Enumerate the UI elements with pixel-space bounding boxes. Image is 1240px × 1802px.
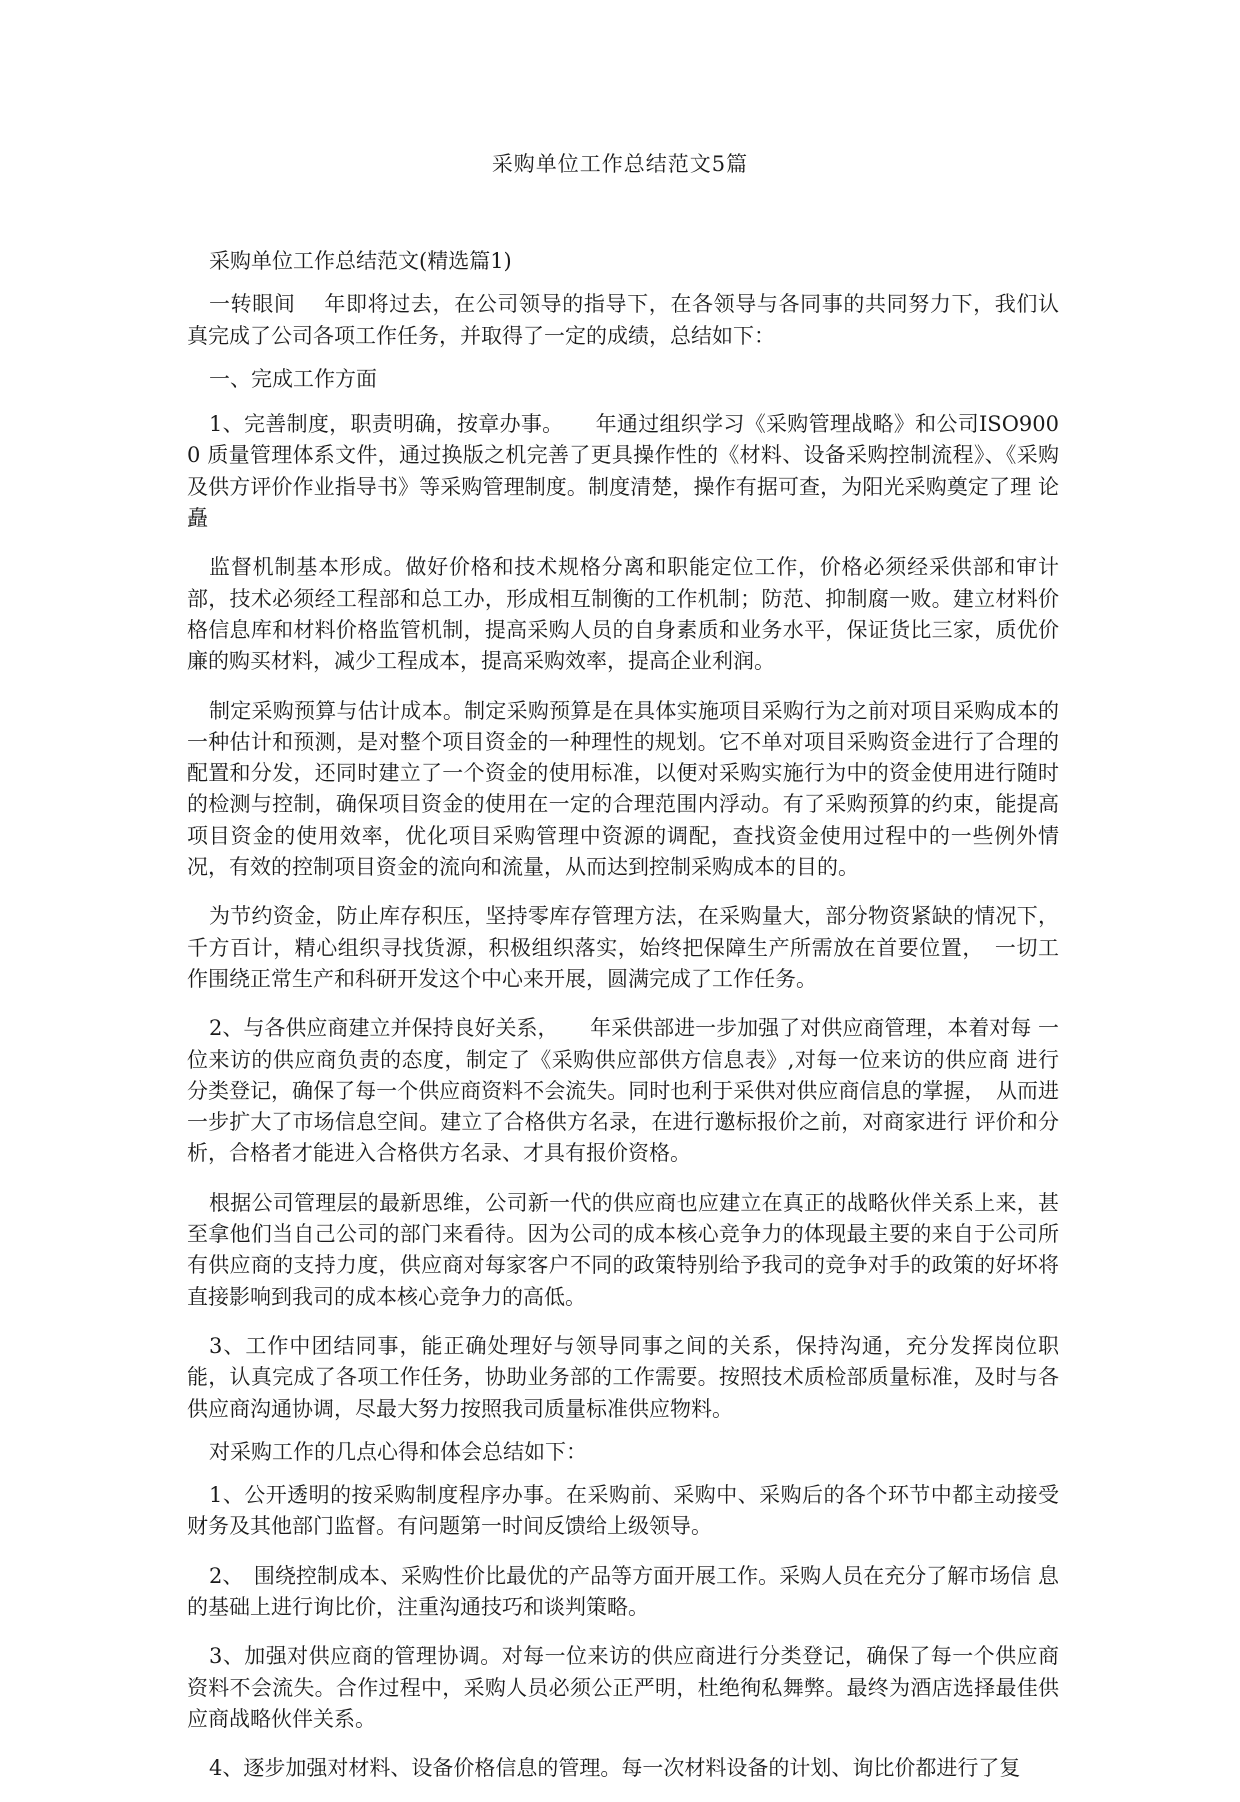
paragraph: 2、与各供应商建立并保持良好关系， 年采供部进一步加强了对供应商管理，本着对每 一位来访的供应商负责的态度，制定了《采购供应部供方信息表》,对每一位来访的供应商 进行分类登记，确保了每一个供应商资料不会流失。同时也利于采供对供应商信息的掌握， 从而进一步扩大了市场信息空间。建立了合格供方名录，在进行邀标报价之前，对商家进行 评价和分析，合格者才能进入合格供方名录、才具有报价资格。: [187, 1016, 1059, 1166]
list-item: 3、加强对供应商的管理协调。对每一位来访的供应商进行分类登记，确保了每一个供应商资料不会流失。合作过程中，采购人员必须公正严明，杜绝徇私舞弊。最终为酒店选择最佳供应商战略伙伴关系。: [187, 1644, 1059, 1731]
document-title: 采购单位工作总结范文5篇: [491, 152, 749, 176]
section-heading: 一、完成工作方面: [209, 366, 377, 391]
paragraph: 1、完善制度，职责明确，按章办事。 年通过组织学习《采购管理战略》和公司ISO9000 质量管理体系文件，通过换版之机完善了更具操作性的《材料、设备采购控制流程》、《采购 及供方评价作业指导书》等采购管理制度。制度清楚，操作有据可查，为阳光采购奠定了理 论矗: [187, 412, 1066, 531]
section-heading: 采购单位工作总结范文(精选篇1): [209, 249, 512, 273]
document-body: [187, 246, 1066, 1802]
list-item: 1、公开透明的按采购制度程序办事。在采购前、采购中、采购后的各个环节中都主动接受财务及其他部门监督。有问题第一时间反馈给上级领导。: [187, 1483, 1059, 1539]
list-item: 2、 围绕控制成本、采购性价比最优的产品等方面开展工作。采购人员在充分了解市场信 息的基础上进行询比价，注重沟通技巧和谈判策略。: [187, 1563, 1059, 1619]
paragraph: 根据公司管理层的最新思维，公司新一代的供应商也应建立在真正的战略伙伴关系上来，甚至拿他们当自己公司的部门来看待。因为公司的成本核心竞争力的体现最主要的来自于公司所有供应商的支持力度，供应商对每家客户不同的政策特别给予我司的竞争对手的政策的好坏将直接影响到我司的成本核心竞争力的高低。: [187, 1190, 1059, 1309]
paragraph: 制定采购预算与估计成本。制定采购预算是在具体实施项目采购行为之前对项目采购成本的一种估计和预测，是对整个项目资金的一种理性的规划。它不单对项目采购资金进行了合理的配置和分发，还同时建立了一个资金的使用标准，以便对采购实施行为中的资金使用进行随时的检测与控制，确保项目资金的使用在一定的合理范围内浮动。有了采购预算的约束，能提高项目资金的使用效率，优化项目采购管理中资源的调配，查找资金使用过程中的一些例外情况，有效的控制项目资金的流向和流量，从而达到控制采购成本的目的。: [187, 698, 1059, 880]
paragraph: 3、工作中团结同事，能正确处理好与领导同事之间的关系，保持沟通，充分发挥岗位职能，认真完成了各项工作任务，协助业务部的工作需要。按照技术质检部质量标准，及时与各供应商沟通协调，尽最大努力按照我司质量标准供应物料。: [187, 1333, 1059, 1421]
paragraph: 为节约资金，防止库存积压，坚持零库存管理方法，在采购量大，部分物资紧缺的情况下，千方百计，精心组织寻找货源，积极组织落实，始终把保障生产所需放在首要位置， 一切工 作围绕正常生产和科研开发这个中心来开展，圆满完成了工作任务。: [187, 904, 1066, 991]
paragraph: 监督机制基本形成。做好价格和技术规格分离和职能定位工作，价格必须经采供部和审计部，技术必须经工程部和总工办，形成相互制衡的工作机制；防范、抑制腐一败。建立材料价格信息库和材料价格监管机制，提高采购人员的自身素质和业务水平，保证货比三家，质优价廉的购买材料，减少工程成本，提高采购效率，提高企业利润。: [187, 555, 1059, 674]
paragraph: 一转眼间 年即将过去，在公司领导的指导下，在各领导与各同事的共同努力下，我们认 真完成了公司各项工作任务，并取得了一定的成绩，总结如下：: [187, 292, 1066, 348]
paragraph: 对采购工作的几点心得和体会总结如下：: [209, 1439, 587, 1464]
list-item: 4、逐步加强对材料、设备价格信息的管理。每一次材料设备的计划、询比价都进行了复: [209, 1756, 1021, 1781]
